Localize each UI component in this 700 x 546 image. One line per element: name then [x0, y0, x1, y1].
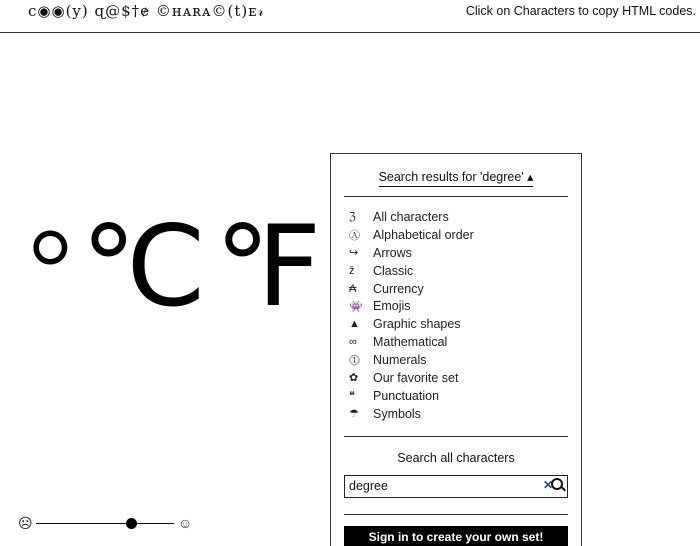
- degree-fahrenheit-character[interactable]: ℉: [214, 206, 322, 330]
- zoom-slider[interactable]: [18, 514, 198, 534]
- quote-icon: ❝: [349, 390, 355, 403]
- copy-hint: Click on Characters to copy HTML codes.: [465, 4, 696, 18]
- currency-icon: ₳: [349, 282, 357, 295]
- sign-in-button[interactable]: Sign in to create your own set!: [344, 526, 568, 546]
- circled-a-icon: Ⓐ: [349, 229, 360, 242]
- all-characters-icon: ℨ: [349, 211, 356, 224]
- divider: [344, 196, 568, 197]
- category-list: [349, 208, 474, 423]
- umbrella-icon: ☂: [349, 408, 359, 421]
- category-label: Numerals: [373, 353, 427, 368]
- category-label: Punctuation: [373, 388, 440, 403]
- category-label: Alphabetical order: [373, 227, 474, 242]
- clear-search-icon[interactable]: ✕: [543, 478, 554, 492]
- classic-icon: ž: [349, 264, 355, 277]
- search-input[interactable]: [349, 478, 539, 494]
- site-logo[interactable]: c◉◉(y) ɋ@$†ɇ ©ʜᴀʀᴀ©(t)ᴇ𝓇: [28, 2, 265, 20]
- degree-character[interactable]: °: [28, 206, 73, 330]
- category-label: Our favorite set: [373, 370, 459, 385]
- category-emojis[interactable]: [349, 297, 474, 315]
- category-label: Graphic shapes: [373, 317, 461, 332]
- category-symbols[interactable]: [349, 405, 474, 423]
- search-icon[interactable]: [551, 478, 563, 490]
- category-our-favorite-set[interactable]: [349, 369, 474, 387]
- slider-track[interactable]: [36, 523, 174, 524]
- emoji-icon: 👾: [349, 300, 363, 313]
- category-arrows[interactable]: [349, 244, 474, 262]
- smile-face-icon[interactable]: ☺: [178, 515, 193, 531]
- circled-one-icon: ⓵: [349, 355, 360, 368]
- search-results-toggle[interactable]: Search results for 'degree' ▴: [379, 169, 534, 187]
- sad-face-icon[interactable]: ☹: [18, 515, 33, 531]
- degree-celsius-character[interactable]: ℃: [80, 206, 207, 330]
- divider: [344, 436, 568, 437]
- category-currency[interactable]: [349, 280, 474, 298]
- category-mathematical[interactable]: [349, 333, 474, 351]
- search-box: [344, 475, 568, 498]
- category-label: Mathematical: [373, 335, 448, 350]
- category-numerals[interactable]: [349, 351, 474, 369]
- category-all-characters[interactable]: [349, 208, 474, 226]
- category-label: All characters: [373, 209, 449, 224]
- category-label: Currency: [373, 281, 424, 296]
- category-label: Classic: [373, 263, 414, 278]
- category-label: Symbols: [373, 406, 421, 421]
- character-preview: [28, 208, 329, 328]
- category-classic[interactable]: [349, 262, 474, 280]
- category-label: Emojis: [373, 299, 411, 314]
- divider: [344, 514, 568, 515]
- search-panel: [330, 153, 582, 546]
- category-label: Arrows: [373, 245, 412, 260]
- header: [0, 0, 700, 33]
- triangle-icon: ▲: [349, 318, 360, 331]
- flower-icon: ✿: [349, 372, 359, 385]
- category-alphabetical-order[interactable]: [349, 226, 474, 244]
- search-all-label: Search all characters: [397, 451, 515, 465]
- infinity-icon: ∞: [349, 336, 357, 349]
- slider-handle[interactable]: [126, 518, 137, 529]
- arrow-icon: ↪: [349, 247, 359, 260]
- category-punctuation[interactable]: [349, 387, 474, 405]
- category-graphic-shapes[interactable]: [349, 315, 474, 333]
